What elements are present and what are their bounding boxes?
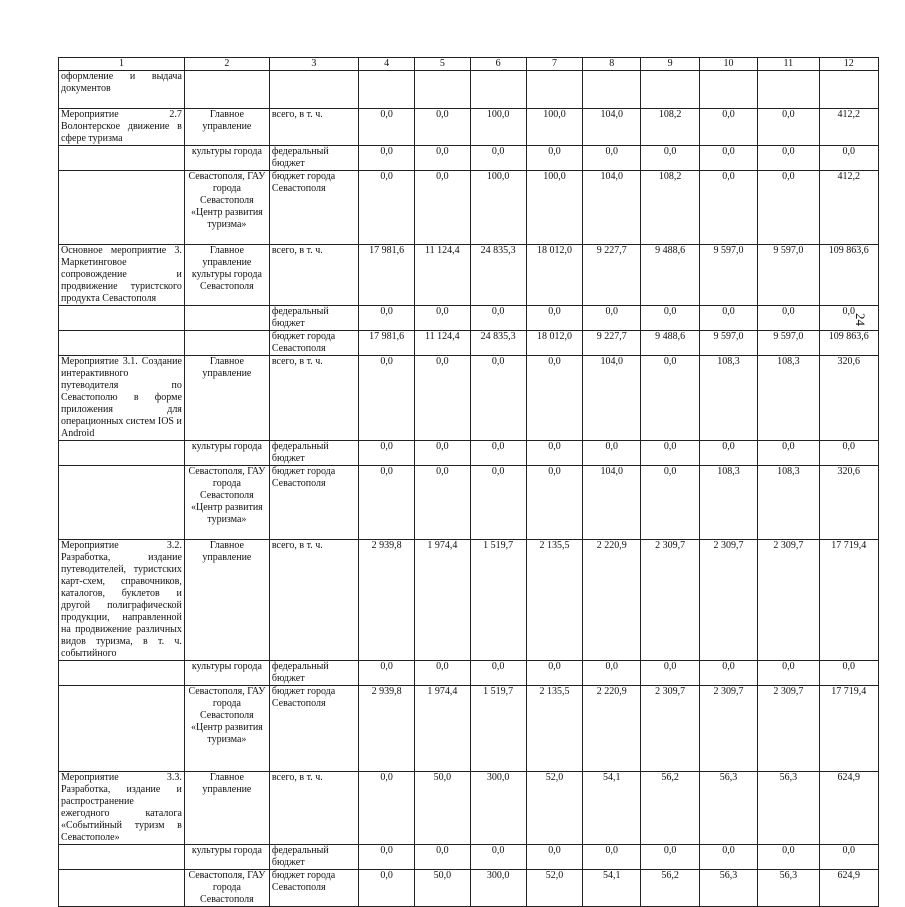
value-cell: 0,0 — [358, 870, 414, 907]
event-name-cell — [59, 466, 185, 540]
value-cell: 11 124,4 — [415, 331, 470, 356]
value-cell — [358, 71, 414, 109]
value-cell: 624,9 — [819, 772, 878, 845]
executor-cell: Севастополя, ГАУ города Севастополя — [184, 870, 269, 907]
header-cell: 12 — [819, 58, 878, 71]
header-cell: 5 — [415, 58, 470, 71]
value-cell: 17 719,4 — [819, 686, 878, 772]
header-cell: 9 — [641, 58, 699, 71]
value-cell: 0,0 — [415, 845, 470, 870]
value-cell: 0,0 — [358, 661, 414, 686]
value-cell: 0,0 — [415, 171, 470, 245]
value-cell: 108,2 — [641, 109, 699, 146]
event-name-cell — [59, 845, 185, 870]
value-cell: 0,0 — [819, 845, 878, 870]
funding-source-cell: бюджет города Севастополя — [269, 171, 358, 245]
value-cell: 100,0 — [526, 171, 582, 245]
value-cell: 0,0 — [415, 306, 470, 331]
value-cell: 0,0 — [358, 306, 414, 331]
value-cell: 9 597,0 — [699, 245, 757, 306]
value-cell: 0,0 — [526, 441, 582, 466]
value-cell: 104,0 — [583, 171, 641, 245]
value-cell: 9 488,6 — [641, 331, 699, 356]
value-cell: 0,0 — [526, 306, 582, 331]
table-row — [59, 686, 879, 772]
event-name-cell — [59, 870, 185, 907]
value-cell: 0,0 — [699, 661, 757, 686]
value-cell: 320,6 — [819, 466, 878, 540]
header-cell: 11 — [758, 58, 819, 71]
value-cell: 1 519,7 — [470, 686, 526, 772]
value-cell: 0,0 — [415, 661, 470, 686]
value-cell: 0,0 — [358, 171, 414, 245]
value-cell: 1 974,4 — [415, 540, 470, 661]
value-cell: 0,0 — [358, 146, 414, 171]
executor-cell: Главное управление культуры города Севастополя — [184, 245, 269, 306]
funding-source-cell: всего, в т. ч. — [269, 540, 358, 661]
table-row — [59, 171, 879, 245]
value-cell: 108,3 — [758, 356, 819, 441]
value-cell: 624,9 — [819, 870, 878, 907]
funding-source-cell: всего, в т. ч. — [269, 109, 358, 146]
executor-cell — [184, 306, 269, 331]
value-cell: 54,1 — [583, 870, 641, 907]
value-cell: 9 597,0 — [699, 331, 757, 356]
value-cell: 1 974,4 — [415, 686, 470, 772]
value-cell: 0,0 — [583, 146, 641, 171]
funding-source-cell: бюджет города Севастополя — [269, 331, 358, 356]
event-name-cell: оформление и выдача документов — [59, 71, 185, 109]
event-name-cell — [59, 171, 185, 245]
value-cell: 300,0 — [470, 772, 526, 845]
value-cell: 50,0 — [415, 870, 470, 907]
header-cell: 3 — [269, 58, 358, 71]
header-cell: 2 — [184, 58, 269, 71]
value-cell: 11 124,4 — [415, 245, 470, 306]
value-cell: 0,0 — [470, 466, 526, 540]
table-row — [59, 661, 879, 686]
value-cell: 0,0 — [699, 171, 757, 245]
executor-cell: Севастополя, ГАУ города Севастополя «Центр развития туризма» — [184, 686, 269, 772]
value-cell: 0,0 — [470, 306, 526, 331]
value-cell: 0,0 — [526, 146, 582, 171]
value-cell: 0,0 — [470, 146, 526, 171]
value-cell: 0,0 — [758, 845, 819, 870]
value-cell: 0,0 — [758, 661, 819, 686]
value-cell: 0,0 — [415, 441, 470, 466]
value-cell: 0,0 — [470, 845, 526, 870]
value-cell: 0,0 — [415, 356, 470, 441]
value-cell: 2 939,8 — [358, 686, 414, 772]
table-row — [59, 845, 879, 870]
value-cell: 2 309,7 — [758, 686, 819, 772]
funding-source-cell: всего, в т. ч. — [269, 245, 358, 306]
value-cell: 0,0 — [758, 441, 819, 466]
table-row — [59, 245, 879, 306]
table-row — [59, 331, 879, 356]
value-cell: 0,0 — [819, 661, 878, 686]
value-cell: 100,0 — [470, 109, 526, 146]
value-cell: 0,0 — [758, 171, 819, 245]
value-cell: 104,0 — [583, 356, 641, 441]
value-cell: 0,0 — [641, 661, 699, 686]
value-cell — [526, 71, 582, 109]
value-cell: 2 135,5 — [526, 540, 582, 661]
value-cell: 2 220,9 — [583, 686, 641, 772]
value-cell: 52,0 — [526, 772, 582, 845]
value-cell: 2 309,7 — [699, 540, 757, 661]
value-cell: 0,0 — [699, 441, 757, 466]
funding-source-cell: федеральный бюджет — [269, 845, 358, 870]
value-cell: 100,0 — [526, 109, 582, 146]
value-cell: 109 863,6 — [819, 331, 878, 356]
value-cell: 0,0 — [819, 146, 878, 171]
value-cell: 108,3 — [758, 466, 819, 540]
value-cell: 104,0 — [583, 466, 641, 540]
table-row — [59, 146, 879, 171]
value-cell: 56,2 — [641, 772, 699, 845]
event-name-cell — [59, 146, 185, 171]
value-cell: 1 519,7 — [470, 540, 526, 661]
header-cell: 8 — [583, 58, 641, 71]
value-cell — [758, 71, 819, 109]
value-cell: 17 981,6 — [358, 331, 414, 356]
funding-source-cell: бюджет города Севастополя — [269, 466, 358, 540]
executor-cell: Севастополя, ГАУ города Севастополя «Центр развития туризма» — [184, 171, 269, 245]
value-cell: 9 597,0 — [758, 245, 819, 306]
value-cell: 0,0 — [358, 109, 414, 146]
value-cell: 2 220,9 — [583, 540, 641, 661]
value-cell: 108,2 — [641, 171, 699, 245]
value-cell: 108,3 — [699, 466, 757, 540]
value-cell: 0,0 — [470, 441, 526, 466]
value-cell: 17 719,4 — [819, 540, 878, 661]
table-row — [59, 870, 879, 907]
value-cell: 56,3 — [699, 870, 757, 907]
value-cell: 0,0 — [470, 661, 526, 686]
value-cell: 0,0 — [415, 109, 470, 146]
executor-cell: культуры города — [184, 146, 269, 171]
value-cell: 2 135,5 — [526, 686, 582, 772]
executor-cell: Севастополя, ГАУ города Севастополя «Центр развития туризма» — [184, 466, 269, 540]
value-cell: 9 227,7 — [583, 245, 641, 306]
event-name-cell: Мероприятие 2.7 Волонтерское движение в сфере туризма — [59, 109, 185, 146]
value-cell: 0,0 — [641, 146, 699, 171]
table-row — [59, 71, 879, 109]
value-cell: 50,0 — [415, 772, 470, 845]
value-cell: 52,0 — [526, 870, 582, 907]
header-cell: 7 — [526, 58, 582, 71]
value-cell: 0,0 — [758, 306, 819, 331]
executor-cell: Главное управление — [184, 109, 269, 146]
value-cell — [641, 71, 699, 109]
executor-cell: Главное управление — [184, 356, 269, 441]
value-cell: 54,1 — [583, 772, 641, 845]
value-cell: 0,0 — [583, 845, 641, 870]
event-name-cell — [59, 441, 185, 466]
value-cell: 0,0 — [583, 441, 641, 466]
value-cell: 9 597,0 — [758, 331, 819, 356]
value-cell: 0,0 — [699, 306, 757, 331]
executor-cell: культуры города — [184, 845, 269, 870]
value-cell: 0,0 — [526, 661, 582, 686]
value-cell: 24 835,3 — [470, 331, 526, 356]
executor-cell — [184, 331, 269, 356]
value-cell: 56,3 — [758, 870, 819, 907]
value-cell: 9 488,6 — [641, 245, 699, 306]
value-cell: 0,0 — [699, 109, 757, 146]
value-cell: 0,0 — [358, 441, 414, 466]
event-name-cell: Мероприятие 3.3. Разработка, издание и распространение ежегодного каталога «Событийный туризм в Севастополе» — [59, 772, 185, 845]
event-name-cell: Мероприятие 3.1. Создание интерактивного путеводителя по Севастополю в форме приложения для операционных систем IOS и Android — [59, 356, 185, 441]
funding-source-cell: федеральный бюджет — [269, 441, 358, 466]
value-cell — [470, 71, 526, 109]
value-cell: 56,3 — [758, 772, 819, 845]
funding-source-cell: бюджет города Севастополя — [269, 870, 358, 907]
executor-cell: культуры города — [184, 661, 269, 686]
event-name-cell: Основное мероприятие 3. Маркетинговое сопровождение и продвижение туристского продукта Севастополя — [59, 245, 185, 306]
value-cell: 320,6 — [819, 356, 878, 441]
value-cell: 56,2 — [641, 870, 699, 907]
value-cell: 2 309,7 — [699, 686, 757, 772]
value-cell: 109 863,6 — [819, 245, 878, 306]
value-cell: 0,0 — [699, 845, 757, 870]
value-cell: 0,0 — [583, 306, 641, 331]
table-row — [59, 772, 879, 845]
value-cell: 18 012,0 — [526, 331, 582, 356]
value-cell: 0,0 — [583, 661, 641, 686]
value-cell: 0,0 — [358, 845, 414, 870]
value-cell: 0,0 — [358, 466, 414, 540]
table-row — [59, 306, 879, 331]
value-cell — [699, 71, 757, 109]
value-cell: 0,0 — [415, 466, 470, 540]
header-cell: 4 — [358, 58, 414, 71]
value-cell: 0,0 — [819, 306, 878, 331]
value-cell: 0,0 — [641, 845, 699, 870]
funding-source-cell: всего, в т. ч. — [269, 356, 358, 441]
value-cell: 0,0 — [699, 146, 757, 171]
value-cell: 0,0 — [358, 772, 414, 845]
value-cell: 108,3 — [699, 356, 757, 441]
value-cell: 0,0 — [641, 356, 699, 441]
executor-cell: Главное управление — [184, 540, 269, 661]
value-cell: 0,0 — [758, 109, 819, 146]
event-name-cell — [59, 686, 185, 772]
value-cell: 300,0 — [470, 870, 526, 907]
value-cell: 0,0 — [470, 356, 526, 441]
value-cell: 104,0 — [583, 109, 641, 146]
executor-cell: культуры города — [184, 441, 269, 466]
value-cell: 2 309,7 — [758, 540, 819, 661]
value-cell: 0,0 — [641, 306, 699, 331]
value-cell: 412,2 — [819, 109, 878, 146]
value-cell: 0,0 — [819, 441, 878, 466]
value-cell: 0,0 — [526, 845, 582, 870]
funding-source-cell — [269, 71, 358, 109]
value-cell: 9 227,7 — [583, 331, 641, 356]
value-cell — [819, 71, 878, 109]
table-row — [59, 466, 879, 540]
budget-table — [58, 57, 879, 907]
funding-source-cell: федеральный бюджет — [269, 146, 358, 171]
funding-source-cell: федеральный бюджет — [269, 661, 358, 686]
value-cell: 0,0 — [415, 146, 470, 171]
executor-cell — [184, 71, 269, 109]
value-cell: 18 012,0 — [526, 245, 582, 306]
value-cell: 0,0 — [358, 356, 414, 441]
value-cell — [583, 71, 641, 109]
value-cell: 0,0 — [758, 146, 819, 171]
table-row — [59, 540, 879, 661]
table-row — [59, 441, 879, 466]
funding-source-cell: всего, в т. ч. — [269, 772, 358, 845]
value-cell: 412,2 — [819, 171, 878, 245]
value-cell: 0,0 — [526, 356, 582, 441]
funding-source-cell: федеральный бюджет — [269, 306, 358, 331]
value-cell: 0,0 — [526, 466, 582, 540]
executor-cell: Главное управление — [184, 772, 269, 845]
header-cell: 6 — [470, 58, 526, 71]
value-cell: 2 309,7 — [641, 686, 699, 772]
page-number: 24 — [853, 313, 868, 326]
value-cell — [415, 71, 470, 109]
table-row — [59, 109, 879, 146]
event-name-cell — [59, 331, 185, 356]
event-name-cell — [59, 306, 185, 331]
table-row — [59, 356, 879, 441]
value-cell: 56,3 — [699, 772, 757, 845]
value-cell: 0,0 — [641, 466, 699, 540]
value-cell: 0,0 — [641, 441, 699, 466]
event-name-cell — [59, 661, 185, 686]
value-cell: 24 835,3 — [470, 245, 526, 306]
header-cell: 10 — [699, 58, 757, 71]
value-cell: 2 939,8 — [358, 540, 414, 661]
funding-source-cell: бюджет города Севастополя — [269, 686, 358, 772]
header-row — [59, 58, 879, 71]
event-name-cell: Мероприятие 3.2. Разработка, издание путеводителей, туристских карт-схем, справочников, каталогов, буклетов и другой полиграфической продукции, направленной на продвижение различных видов туризма, в т. ч. событийного — [59, 540, 185, 661]
value-cell: 100,0 — [470, 171, 526, 245]
header-cell: 1 — [59, 58, 185, 71]
value-cell: 2 309,7 — [641, 540, 699, 661]
value-cell: 17 981,6 — [358, 245, 414, 306]
